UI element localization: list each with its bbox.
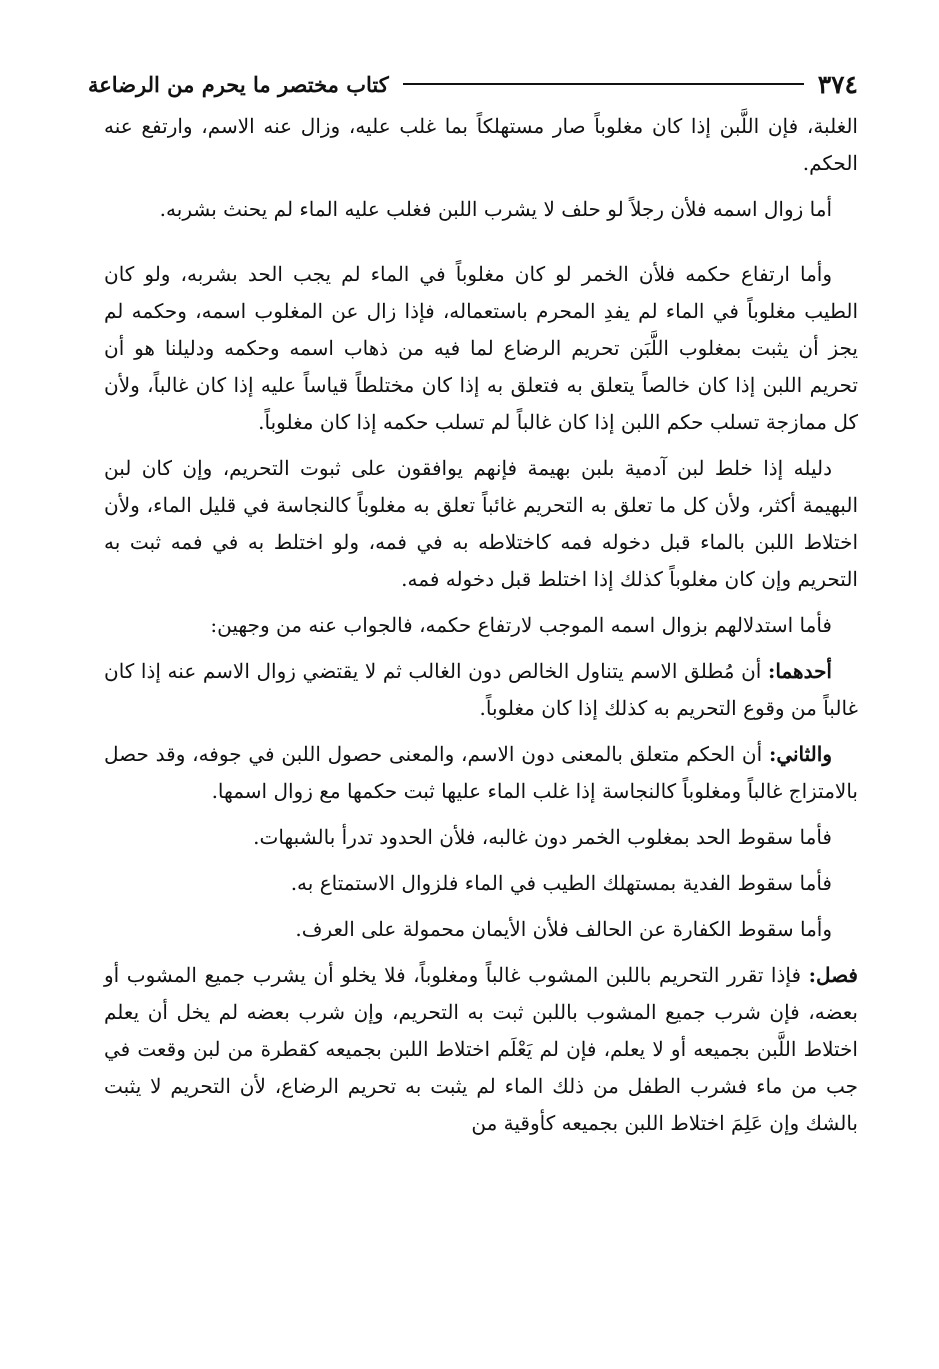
paragraph [104, 607, 858, 644]
paragraph [104, 450, 858, 598]
paragraph-lead: أحدهما: [767, 659, 832, 683]
paragraph-lead: والثاني: [768, 742, 832, 766]
paragraph [104, 865, 858, 902]
paragraph-text: أن مُطلق الاسم يتناول الخالص دون الغالب ثم لا يقتضي زوال الاسم عنه إذا كان غالباً من وقوع التحريم به كذلك إذا كان مغلوباً. [104, 659, 858, 720]
paragraph-text: وأما ارتفاع حكمه فلأن الخمر لو كان مغلوباً في الماء لم يجب الحد بشربه، ولو كان الطيب مغلوباً في الماء لم يفدِ المحرم باستعماله، فإذا زال عن المغلوب اسمه، وحكمه لم يجز أن يثبت بمغلوب اللَّبَن تحريم الرضاع لما فيه من ذهاب اسمه وحكمه ودليلنا هو أن تحريم اللبن إذا كان خالصاً يتعلق به فتعلق به إذا كان مختلطاً قياساً عليه إذا كان غالباً، ولأن كل ممازجة تسلب حكم اللبن إذا كان غالباً لم تسلب حكمه إذا كان مغلوباً. [104, 262, 858, 434]
paragraph [104, 256, 858, 441]
paragraph-text: فإذا تقرر التحريم باللبن المشوب غالباً ومغلوباً، فلا يخلو أن يشرب جميع المشوب أو بعضه، فإن شرب جميع المشوب باللبن ثبت به التحريم، وإن شرب بعضه لم يخل أن يعلم اختلاط اللَّبن بجميعه أو لا يعلم، فإن لم يَعْلَم اختلاط اللبن بجميعه كقطرة من لبن وقعت في جب من ماء فشرب الطفل من ذلك الماء لم يثبت به تحريم الرضاع، لأن التحريم لا يثبت بالشك وإن عَلِمَ اختلاط اللبن بجميعه كأوقية من [104, 963, 858, 1135]
running-title: كتاب مختصر ما يحرم من الرضاعة [88, 71, 389, 97]
paragraph-text: فأما استدلالهم بزوال اسمه الموجب لارتفاع حكمه، فالجواب عنه من وجهين: [210, 613, 832, 637]
paragraph-text: أن الحكم متعلق بالمعنى دون الاسم، والمعنى حصول اللبن في جوفه، وقد حصل بالامتزاج غالباً ومغلوباً كالنجاسة إذا غلب الماء عليها ثبت حكمها مع زوال اسمها. [104, 742, 858, 803]
paragraph-text: فأما سقوط الحد بمغلوب الخمر دون غالبه، فلأن الحدود تدرأ بالشبهات. [253, 825, 832, 849]
paragraph-text: الغلبة، فإن اللَّبن إذا كان مغلوباً صار مستهلكاً بما غلب عليه، وزال عنه الاسم، وارتفع عنه الحكم. [104, 114, 858, 175]
page-header [88, 66, 858, 102]
paragraph [104, 736, 858, 810]
paragraph [104, 911, 858, 948]
paragraph-text: وأما سقوط الكفارة عن الحالف فلأن الأيمان محمولة على العرف. [295, 917, 832, 941]
paragraph-lead: فصل: [808, 963, 858, 987]
paragraph-text: أما زوال اسمه فلأن رجلاً لو حلف لا يشرب اللبن فغلب عليه الماء لم يحنث بشربه. [159, 197, 832, 221]
paragraph-text: دليله إذا خلط لبن آدمية بلبن بهيمة فإنهم يوافقون على ثبوت التحريم، وإن كان لبن البهيمة أكثر، ولأن كل ما تعلق به التحريم غائباً تعلق به مغلوباً كالنجاسة في قليل الماء، ولأن اختلاط اللبن بالماء قبل دخوله فمه كاختلاطه به في فمه، ولو اختلط به في فمه ثبت به التحريم وإن كان مغلوباً كذلك إذا اختلط قبل دخوله فمه. [104, 456, 858, 591]
paragraph [104, 108, 858, 182]
paragraph [104, 653, 858, 727]
paragraph [104, 191, 858, 228]
body-text [104, 108, 858, 1151]
paragraph [104, 819, 858, 856]
paragraph [104, 957, 858, 1142]
paragraph-text: فأما سقوط الفدية بمستهلك الطيب في الماء فلزوال الاستمتاع به. [290, 871, 832, 895]
page-number: ٣٧٤ [817, 69, 858, 99]
header-rule [403, 83, 804, 85]
